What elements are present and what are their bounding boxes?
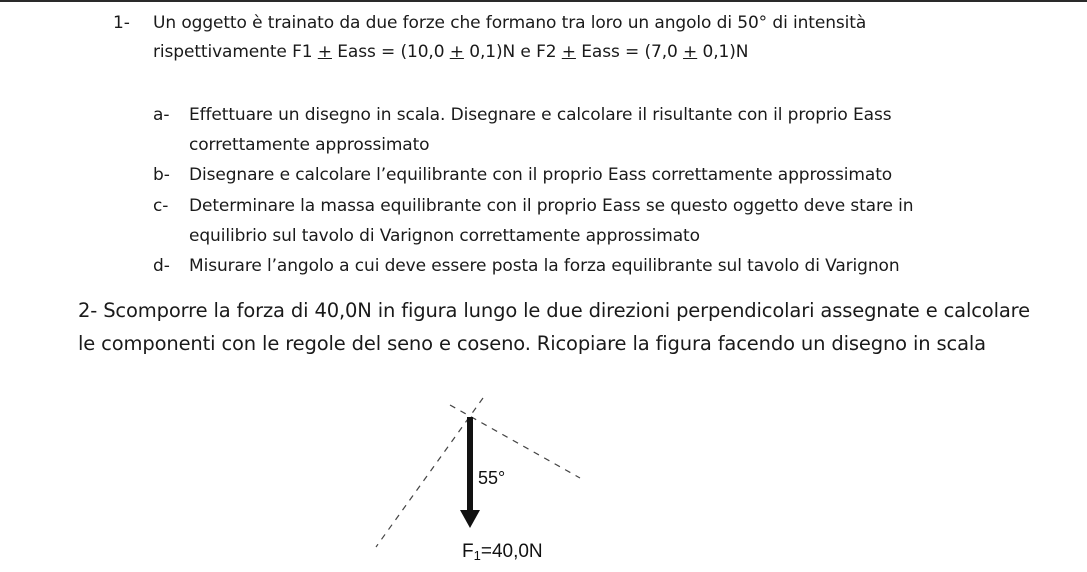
item-d-letter: d-	[153, 256, 170, 276]
plus-minus-sign: +	[561, 42, 576, 62]
angle-label: 55°	[478, 468, 506, 488]
force-label: F1=40,0N	[462, 541, 543, 563]
item-d-line-1: Misurare l’angolo a cui deve essere posta la forza equilibrante sul tavolo di Varignon	[189, 256, 900, 276]
force-vector-arrowhead	[460, 510, 480, 528]
question-2-line-1: 2- Scomporre la forza di 40,0N in figura lungo le due direzioni perpendicolari assegnate e calcolare	[78, 299, 1030, 322]
item-a-line-2: correttamente approssimato	[189, 135, 430, 155]
item-a-letter: a-	[153, 105, 170, 125]
item-c-line-2: equilibrio sul tavolo di Varignon correttamente approssimato	[189, 226, 700, 246]
item-a-line-1: Effettuare un disegno in scala. Disegnare e calcolare il risultante con il proprio Eass	[189, 105, 892, 125]
item-c-line-1: Determinare la massa equilibrante con il proprio Eass se questo oggetto deve stare in	[189, 196, 914, 216]
item-c-letter: c-	[153, 196, 169, 216]
question-1-line-2: rispettivamente F1 + Eass = (10,0 + 0,1)N e F2 + Eass = (7,0 + 0,1)N	[153, 42, 749, 62]
plus-minus-sign: +	[317, 42, 332, 62]
plus-minus-sign: +	[449, 42, 464, 62]
direction-line-1	[376, 398, 483, 547]
item-b-line-1: Disegnare e calcolare l’equilibrante con il proprio Eass correttamente approssimato	[189, 165, 893, 185]
question-2-line-2: le componenti con le regole del seno e coseno. Ricopiare la figura facendo un disegno in scala	[78, 332, 986, 355]
question-1-number: 1-	[113, 13, 130, 33]
item-b-letter: b-	[153, 165, 170, 185]
plus-minus-sign: +	[683, 42, 698, 62]
question-1-line-1: Un oggetto è trainato da due forze che formano tra loro un angolo di 50° di intensità	[153, 13, 867, 33]
